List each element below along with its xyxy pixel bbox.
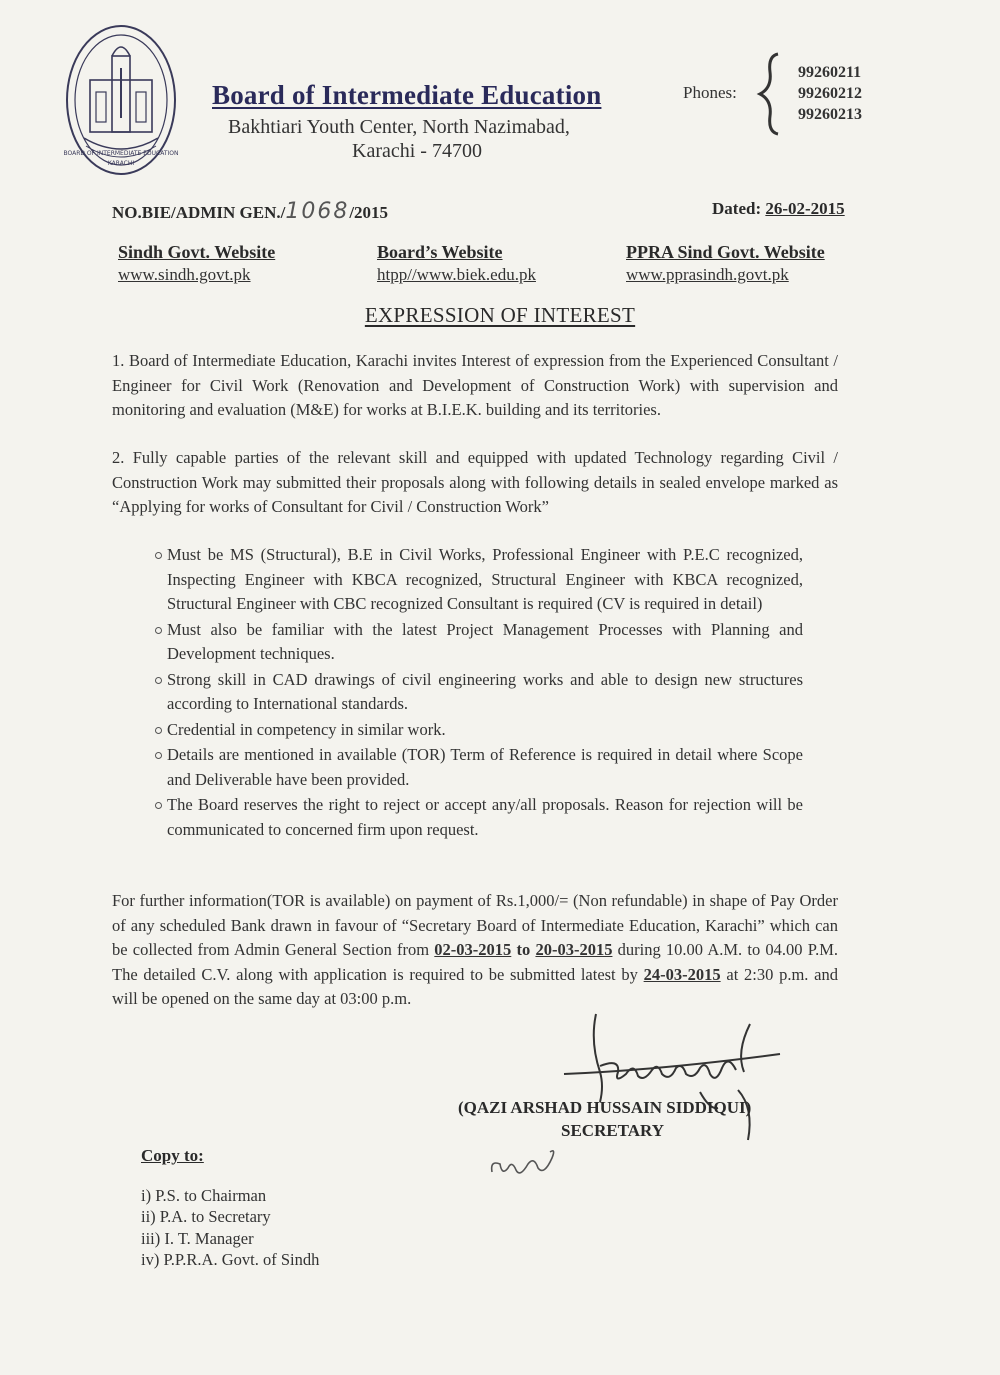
website-heading: Board’s Website (377, 242, 503, 262)
dated-label: Dated: (712, 199, 766, 218)
date-to: 20-03-2015 (535, 940, 613, 959)
address-line-1: Bakhtiari Youth Center, North Nazimabad, (228, 116, 570, 138)
list-item: iii) I. T. Manager (141, 1228, 254, 1248)
website-ppra (626, 242, 825, 285)
signatory-name: (QAZI ARSHAD HUSSAIN SIDDIQUI) (458, 1098, 752, 1117)
list-item: Must be MS (Structural), B.E in Civil Works, Professional Engineer with P.E.C recognized, Inspecting Engineer with KBCA recognized, Structural Engineer with KBCA recognized, Structural Engineer with CBC recognized Consultant is required (CV is required in detail) (155, 543, 803, 617)
phone-number: 99260212 (798, 85, 862, 102)
phone-number: 99260213 (798, 106, 862, 123)
document-title: EXPRESSION OF INTEREST (364, 303, 636, 327)
list-item: Credential in competency in similar work. (155, 718, 803, 743)
paragraph-1: 1. Board of Intermediate Education, Karachi invites Interest of expression from the Experienced Consultant / Engineer for Civil Work (Renovation and Development of Construction Work) with supervision and monitoring and evaluation (M&E) for works at B.I.E.K. building and its territories. (112, 351, 838, 419)
list-item: The Board reserves the right to reject or accept any/all proposals. Reason for rejection will be communicated to concerned firm upon request. (155, 793, 803, 842)
reference-number (112, 199, 388, 224)
paragraph-3-part-2: during 10.00 A.M. to 04.00 P.M. The detailed C.V. along with application is required to be submitted latest by (112, 940, 839, 984)
list-item: Must also be familiar with the latest Project Management Processes with Planning and Development techniques. (155, 618, 803, 667)
website-heading: PPRA Sind Govt. Website (626, 242, 825, 262)
website-heading: Sindh Govt. Website (118, 242, 276, 262)
board-seal-logo (62, 18, 180, 178)
signatory-designation: SECRETARY (561, 1121, 664, 1140)
requirements-list (155, 543, 803, 843)
list-item: ii) P.A. to Secretary (141, 1207, 271, 1227)
handwritten-number: 1068 (285, 199, 350, 224)
phone-numbers (798, 62, 862, 125)
copy-to-heading: Copy to: (141, 1146, 204, 1165)
list-item: Strong skill in CAD drawings of civil engineering works and able to design new structures according to International standards. (155, 668, 803, 717)
svg-text:KARACHI: KARACHI (107, 160, 135, 167)
paragraph-3 (112, 889, 838, 1012)
svg-text:BOARD OF INTERMEDIATE EDUCATIO: BOARD OF INTERMEDIATE EDUCATION (63, 150, 179, 157)
list-item: iv) P.P.R.A. Govt. of Sindh (141, 1249, 320, 1269)
reference-suffix: /2015 (349, 203, 389, 222)
paragraph-3-part-1: For further information(TOR is available) on payment of Rs.1,000/= (Non refundable) in shape of Pay Order of any scheduled Bank drawn in favour of “Secretary Board of Intermediate Education, Karachi” which can be collected from Admin General Section from (112, 891, 838, 959)
paragraph-3-part-3: at 2:30 p.m. and will be opened on the same day at 03:00 p.m. (112, 964, 838, 1008)
list-item: i) P.S. to Chairman (141, 1186, 267, 1205)
date-line (712, 199, 845, 219)
website-url[interactable]: htpp//www.biek.edu.pk (377, 265, 536, 284)
to-word: to (511, 940, 536, 959)
website-board (377, 242, 536, 285)
deadline-date: 24-03-2015 (643, 964, 721, 984)
website-url[interactable]: www.sindh.govt.pk (118, 265, 251, 284)
website-sindh (118, 242, 275, 285)
curly-brace-icon (754, 52, 784, 136)
website-url[interactable]: www.pprasindh.govt.pk (626, 265, 789, 284)
handwritten-initials (488, 1142, 568, 1192)
copy-to-list (141, 1185, 319, 1270)
phone-number: 99260211 (798, 64, 862, 81)
dated-value: 26-02-2015 (765, 199, 845, 218)
phones-label: Phones: (683, 83, 737, 102)
date-from: 02-03-2015 (434, 940, 512, 959)
reference-prefix: NO.BIE/ADMIN GEN./ (112, 203, 286, 222)
paragraph-2: 2. Fully capable parties of the relevant skill and equipped with updated Technology regarding Civil / Construction Work may submitted their proposals along with following details in sealed envelope marked as “Applying for works of Consultant for Civil / Construction Work” (112, 448, 838, 516)
list-item: Details are mentioned in available (TOR) Term of Reference is required in detail where Scope and Deliverable have been provided. (155, 743, 803, 792)
org-name: Board of Intermediate Education (212, 80, 602, 110)
address-line-2: Karachi - 74700 (352, 140, 482, 162)
